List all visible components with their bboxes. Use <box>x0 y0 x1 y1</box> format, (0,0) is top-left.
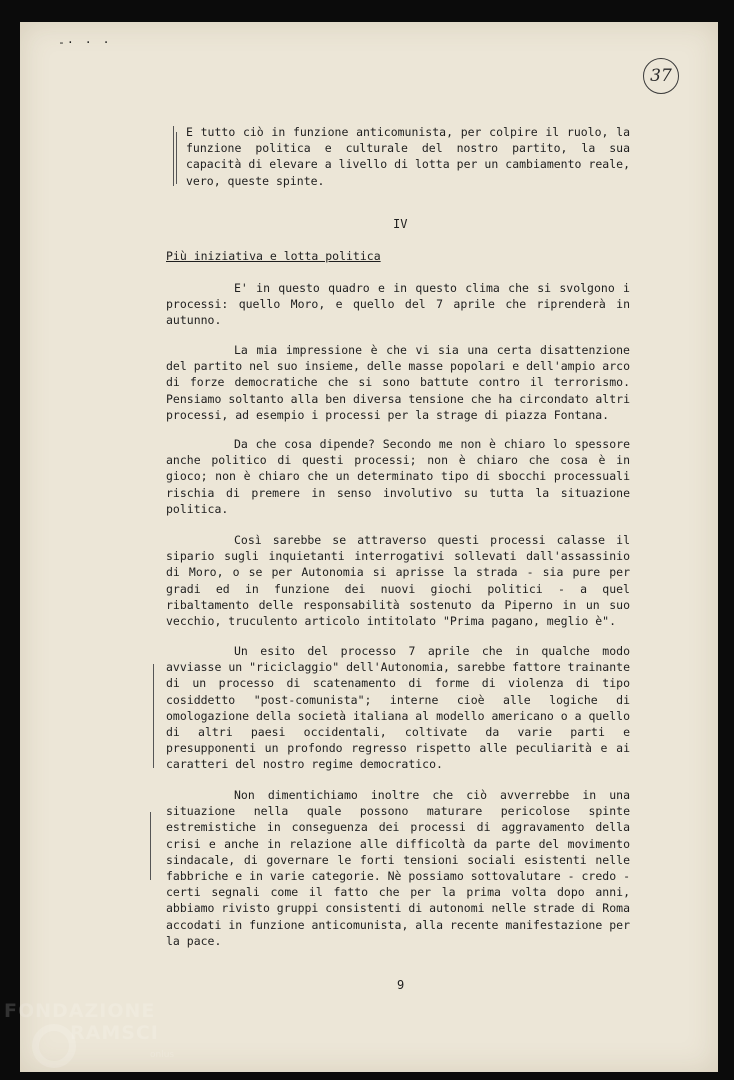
margin-mark <box>176 132 179 184</box>
paragraph-5: Così sarebbe se attraverso questi processi calasse il sipario sugli inquietanti interrogativi sollevati dall'assassinio di Moro, o se per Autonomia si aprisse la strada - sia pure per gradi ed in funzione dei nuovi giochi politici - a quel ribaltamento delle responsabilità sostenuto da Piperno in un suo vecchio, truculento articolo intitolato "Prima pagano, meglio è". <box>166 533 630 629</box>
section-numeral: IV <box>393 217 408 231</box>
paragraph-6: Un esito del processo 7 aprile che in qualche modo avviasse un "riciclaggio" dell'Autonomia, sarebbe fattore trainante di un processo di scatenamento di forme di violenza di tipo cosiddetto "post-comunista"; interne cioè alle logiche di omologazione della società italiana al modello americano o a quello di altri paesi occidentali, coltivate da varie parti e presupponenti un profondo regresso rispetto alle peculiarità e ai caratteri del nostro regime democratico. <box>166 644 630 772</box>
watermark-line1: FONDAZIONE <box>4 1000 156 1022</box>
watermark-line2: RAMSCI <box>70 1022 159 1044</box>
paragraph-3: La mia impressione è che vi sia una certa disattenzione del partito nel suo insieme, delle masse popolari e dell'ampio arco di forze democratiche che si sono battute contro il terrorismo. Pensiamo soltanto alla ben diversa tensione che ha circondato altri processi, ad esempio i processi per la strage di piazza Fontana. <box>166 343 630 422</box>
watermark-suffix: onlus <box>150 1050 175 1060</box>
corner-mark: -· · · <box>58 35 112 49</box>
page-number: 9 <box>397 978 405 992</box>
paragraph-2: E' in questo quadro e in questo clima che si svolgono i processi: quello Moro, e quello del 7 aprile che riprenderà in autunno. <box>166 281 630 328</box>
paragraph-7: Non dimentichiamo inoltre che ciò avverrebbe in una situazione nella quale possono maturare pericolose spinte estremistiche in conseguenza dei processi di aggravamento della crisi e anche in relazione alle difficoltà da parte del movimento sindacale, di governare le forti tensioni sociali esistenti nelle fabbriche e in varie categorie. Nè possiamo sottovalutare - credo - certi segnali come il fatto che per la prima volta dopo anni, abbiamo rivisto gruppi consistenti di autonomi nelle strade di Roma accodati in funzione anticomunista, alla recente manifestazione per la pace. <box>166 788 630 948</box>
margin-mark <box>150 812 153 880</box>
paragraph-4: Da che cosa dipende? Secondo me non è chiaro lo spessore anche politico di questi processi; non è chiaro che cosa è in gioco; non è chiaro che un determinato tipo di sbocchi processuali rischia di premere in senso involutivo su tutta la situazione politica. <box>166 437 630 516</box>
paragraph-1: E tutto ciò in funzione anticomunista, per colpire il ruolo, la funzione politica e culturale del nostro partito, la sua capacità di elevare a livello di lotta per un cambiamento reale, vero, queste spinte. <box>186 125 630 188</box>
watermark-logo <box>4 1000 204 1074</box>
circled-page-number: 37 <box>643 58 679 94</box>
section-heading: Più iniziativa e lotta politica <box>166 249 381 263</box>
margin-mark <box>153 664 156 768</box>
